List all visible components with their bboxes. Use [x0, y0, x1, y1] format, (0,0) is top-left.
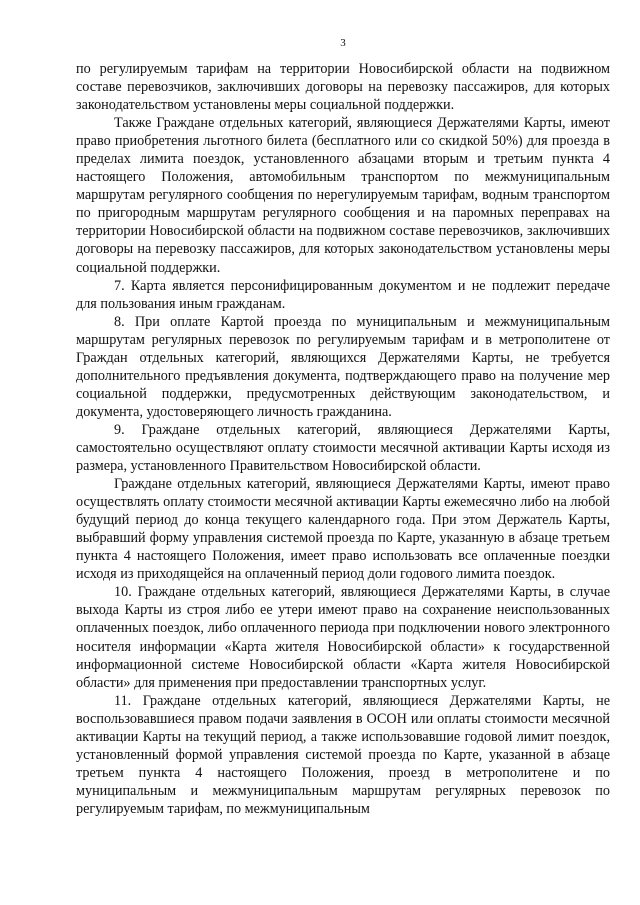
paragraph-item-10: 10. Граждане отдельных категорий, являющиеся Держателями Карты, в случае выхода Карты из строя либо ее утери имеют право на сохранение неиспользованных оплаченных поездок, либо оплаченного периода при подключении нового электронного носителя информации «Карта жителя Новосибирской области» к государственной информационной системе Новосибирской области «Карта жителя Новосибирской области» для применения при предоставлении транспортных услуг.: [76, 584, 610, 691]
paragraph-item-7: 7. Карта является персонифицированным документом и не подлежит передаче для пользования иным гражданам.: [76, 277, 610, 312]
paragraph-preferential-ticket: Также Граждане отдельных категорий, являющиеся Держателями Карты, имеют право приобретения льготного билета (бесплатного или со скидкой 50%) для проезда в пределах лимита поездок, установленного абзацами вторым и третьим пункта 4 настоящего Положения, автомобильным транспортом по межмуниципальным маршрутам регулярного сообщения по нерегулируемым тарифам, водным транспортом по пригородным маршрутам регулярного сообщения и на паромных переправах на территории Новосибирской области на подвижном составе перевозчиков, заключивших договоры на перевозку пассажиров, для которых законодательством установлены меры социальной поддержки.: [76, 115, 610, 276]
document-body: [76, 60, 610, 818]
paragraph-monthly-activation: Граждане отдельных категорий, являющиеся Держателями Карты, имеют право осуществлять оплату стоимости месячной активации Карты ежемесячно либо на любой будущий период до конца текущего календарного года. При этом Держатель Карты, выбравший форму управления системой проезда по Карте, указанную в абзаце третьем пункта 4 настоящего Положения, имеет право использовать все оплаченные поездки исходя из приходящейся на оплаченный период доли годового лимита поездок.: [76, 476, 610, 583]
page-number: 3: [340, 37, 346, 49]
paragraph-item-11: 11. Граждане отдельных категорий, являющиеся Держателями Карты, не воспользовавшиеся правом подачи заявления в ОСОН или оплаты стоимости месячной активации Карты на текущий период, а также использовавшие годовой лимит поездок, установленный формой управления системой проезда по Карте, указанной в абзаце третьем пункта 4 настоящего Положения, проезд в метрополитене и по муниципальным и межмуниципальным маршрутам регулярных перевозок по регулируемым тарифам, по межмуниципальным: [76, 692, 610, 817]
paragraph-item-8: 8. При оплате Картой проезда по муниципальным и межмуниципальным маршрутам регулярных перевозок по регулируемым тарифам и в метрополитене от Граждан отдельных категорий, являющихся Держателями Карты, не требуется дополнительного предъявления документа, подтверждающего право на получение мер социальной поддержки, предусмотренных действующим законодательством, и документа, удостоверяющего личность гражданина.: [76, 313, 610, 420]
paragraph-item-9: 9. Граждане отдельных категорий, являющиеся Держателями Карты, самостоятельно осуществляют оплату стоимости месячной активации Карты исходя из размера, установленного Правительством Новосибирской области.: [76, 421, 610, 475]
paragraph-continuation: по регулируемым тарифам на территории Новосибирской области на подвижном составе перевозчиков, заключивших договоры на перевозку пассажиров, для которых законодательством установлены меры социальной поддержки.: [76, 61, 610, 114]
